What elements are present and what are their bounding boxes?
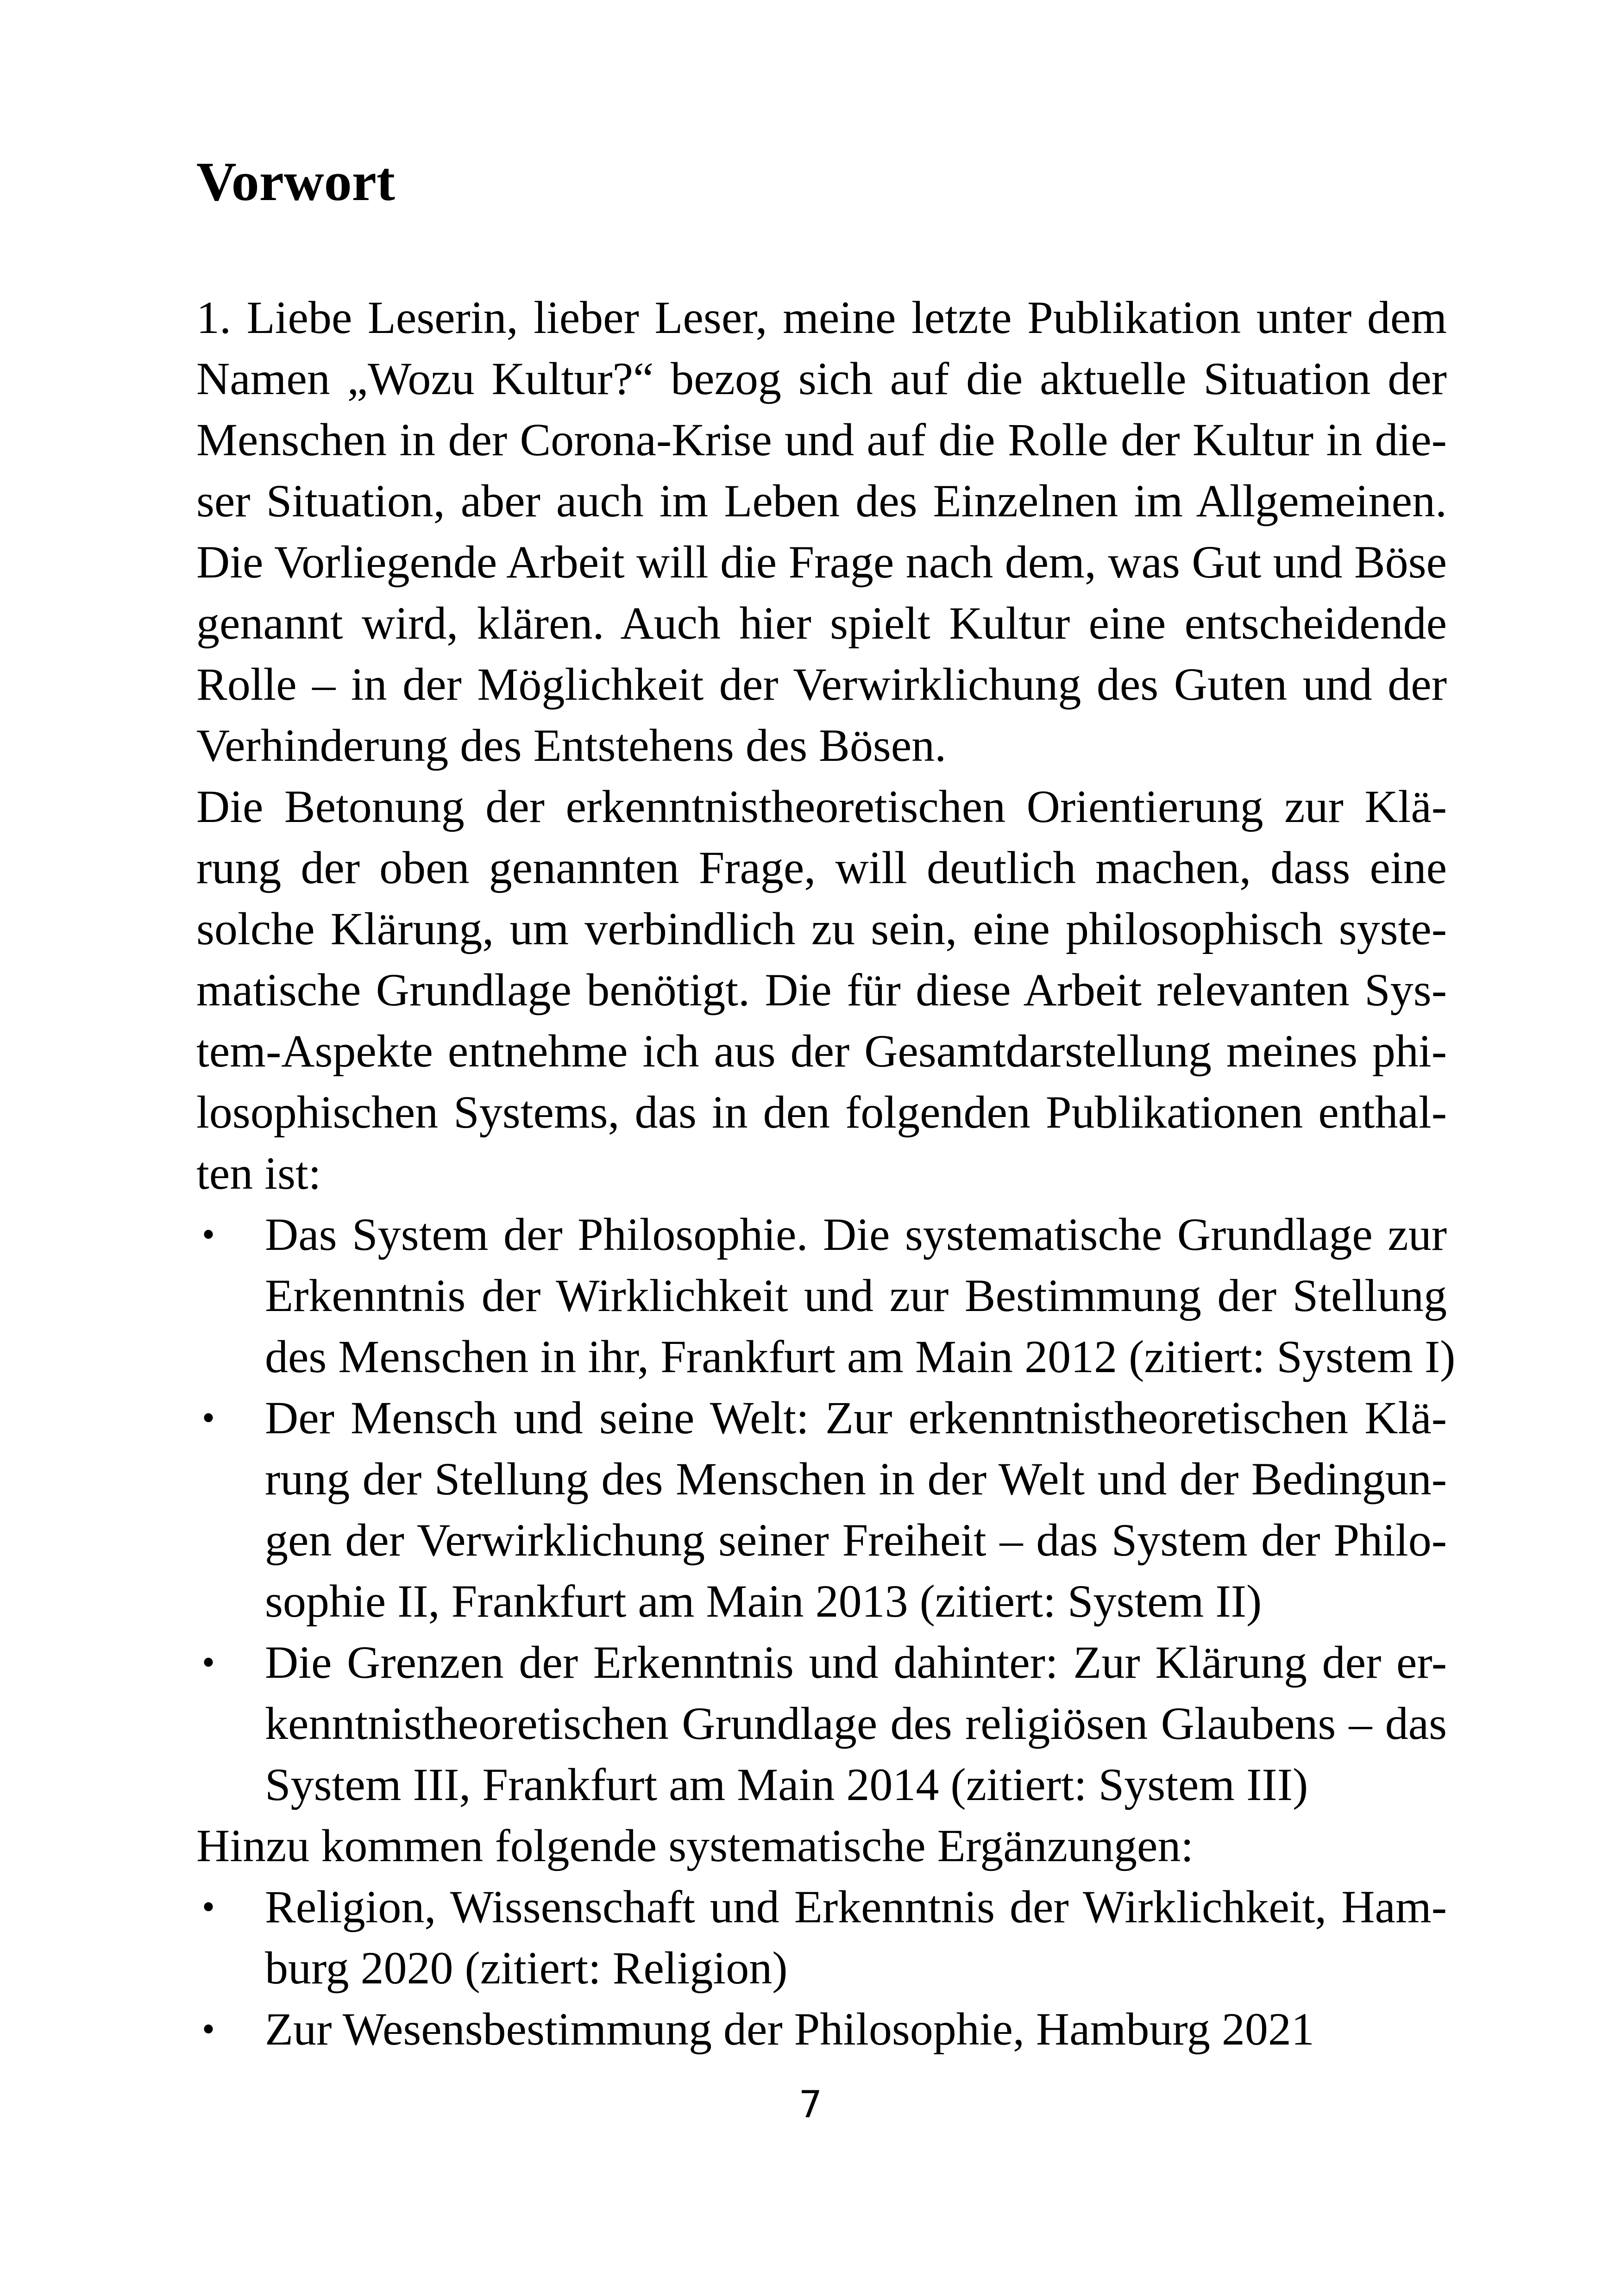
text-line: 1. Liebe Leserin, lieber Leser, meine letzte Publikation unter dem bbox=[196, 292, 1447, 343]
text-line: ten ist: bbox=[196, 1148, 321, 1199]
page-number: 7 bbox=[798, 2083, 823, 2126]
text-line: des Menschen in ihr, Frankfurt am Main 2012 (zitiert: System I) bbox=[265, 1331, 1456, 1382]
list-item bbox=[196, 1204, 1456, 1387]
text-line: sophie II, Frankfurt am Main 2013 (zitiert: System II) bbox=[265, 1575, 1262, 1627]
text-line: Verhinderung des Entstehens des Bösen. bbox=[196, 720, 947, 771]
text-line: ser Situation, aber auch im Leben des Einzelnen im Allgemeinen. bbox=[196, 475, 1447, 527]
text-line: matische Grundlage benötigt. Die für diese Arbeit relevanten Sys- bbox=[196, 964, 1447, 1016]
bullet-icon: • bbox=[202, 1398, 215, 1438]
text-line: Der Mensch und seine Welt: Zur erkenntnistheoretischen Klä- bbox=[265, 1392, 1447, 1443]
list-item bbox=[196, 1999, 1447, 2060]
text-line: Namen „Wozu Kultur?“ bezog sich auf die aktuelle Situation der bbox=[196, 353, 1447, 404]
intro-paragraph bbox=[196, 287, 1447, 776]
text-line: System III, Frankfurt am Main 2014 (zitiert: System III) bbox=[265, 1759, 1308, 1810]
text-line: Rolle – in der Möglichkeit der Verwirklichung des Guten und der bbox=[196, 659, 1447, 710]
text-line: Die Grenzen der Erkenntnis und dahinter: Zur Klärung der er- bbox=[265, 1637, 1447, 1688]
text-line: losophischen Systems, das in den folgenden Publikationen enthal- bbox=[196, 1086, 1447, 1138]
supplements-list bbox=[196, 1876, 1447, 2060]
chapter-heading: Vorwort bbox=[196, 151, 395, 212]
text-line: rung der oben genannten Frage, will deutlich machen, dass eine bbox=[196, 842, 1447, 893]
text-line: kenntnistheoretischen Grundlage des religiösen Glaubens – das bbox=[265, 1698, 1447, 1749]
bullet-icon: • bbox=[202, 1887, 215, 1927]
supplements-intro: Hinzu kommen folgende systematische Ergänzungen: bbox=[196, 1820, 1194, 1871]
text-line: Menschen in der Corona-Krise und auf die Rolle der Kultur in die- bbox=[196, 414, 1447, 465]
text-line: Religion, Wissenschaft und Erkenntnis der Wirklichkeit, Ham- bbox=[265, 1881, 1447, 1932]
body-text bbox=[196, 287, 1456, 2060]
text-line: gen der Verwirklichung seiner Freiheit – das System der Philo- bbox=[265, 1514, 1447, 1566]
text-line: Zur Wesensbestimmung der Philosophie, Hamburg 2021 bbox=[265, 2003, 1314, 2055]
text-line: Die Vorliegende Arbeit will die Frage nach dem, was Gut und Böse bbox=[196, 536, 1447, 588]
text-line: burg 2020 (zitiert: Religion) bbox=[265, 1942, 788, 1994]
system-publications-list bbox=[196, 1204, 1456, 1815]
text-line: Erkenntnis der Wirklichkeit und zur Bestimmung der Stellung bbox=[265, 1270, 1447, 1321]
list-item bbox=[196, 1876, 1447, 1999]
text-line: solche Klärung, um verbindlich zu sein, eine philosophisch syste- bbox=[196, 903, 1447, 954]
text-line: genannt wird, klären. Auch hier spielt Kultur eine entscheidende bbox=[196, 597, 1447, 649]
list-item bbox=[196, 1387, 1447, 1632]
text-line: Die Betonung der erkenntnistheoretischen Orientierung zur Klä- bbox=[196, 781, 1447, 832]
bullet-icon: • bbox=[202, 1642, 215, 1683]
text-line: tem-Aspekte entnehme ich aus der Gesamtdarstellung meines phi- bbox=[196, 1025, 1447, 1077]
bullet-icon: • bbox=[202, 2009, 215, 2050]
bullet-icon: • bbox=[202, 1214, 215, 1255]
list-item bbox=[196, 1632, 1447, 1815]
systems-paragraph bbox=[196, 776, 1447, 1204]
text-line: rung der Stellung des Menschen in der Welt und der Bedingun- bbox=[265, 1453, 1447, 1505]
text-line: Das System der Philosophie. Die systematische Grundlage zur bbox=[265, 1209, 1447, 1260]
